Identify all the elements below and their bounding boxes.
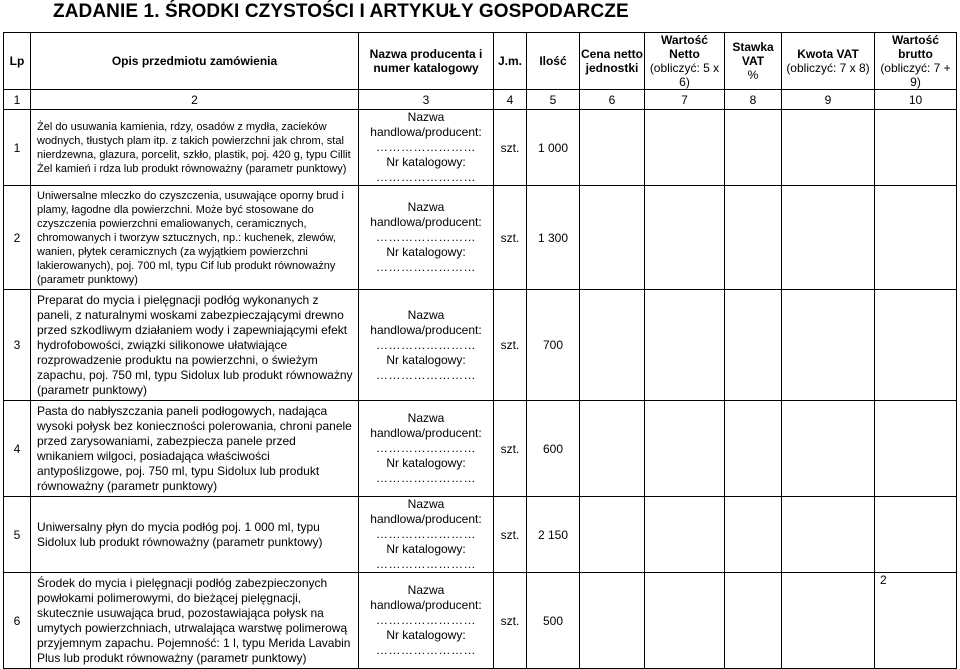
- vat-amount-cell[interactable]: [782, 290, 875, 401]
- producer-label-trade: handlowa/producent:: [370, 322, 482, 337]
- catalog-label: Nr katalogowy:: [386, 628, 466, 642]
- header-cell: Lp: [4, 33, 31, 90]
- producer-label-trade: handlowa/producent:: [370, 125, 482, 139]
- producer-label-trade: handlowa/producent:: [370, 215, 482, 229]
- header-cell: Wartość Netto (obliczyć: 5 x 6): [645, 33, 725, 90]
- unit-cell: szt.: [494, 401, 527, 497]
- producer-field: [359, 110, 494, 186]
- row-number: 5: [4, 497, 31, 573]
- item-description: Uniwersalne mleczko do czyszczenia, usuwające oporny brud i plamy, łagodne dla powierzchni. Może być stosowane do czyszczenia powierzchni emaliowanych, ceramicznych, chromowanych i tworzyw sztucznych, np.: kuchenek, zlewów, wanien, płytek ceramicznych (za wyjątkiem powierzchni lakierowanych), poj. 700 ml, typu Cif lub produkt równoważny (parametr punktowy): [31, 186, 359, 290]
- producer-field: [359, 290, 494, 401]
- producer-dots[interactable]: ……………………: [376, 140, 476, 154]
- column-number-row: [4, 90, 957, 110]
- specification-table: [3, 32, 957, 669]
- net-value-cell[interactable]: [645, 290, 725, 401]
- producer-label-name: Nazwa: [407, 307, 445, 322]
- unit-net-price-cell[interactable]: [580, 497, 645, 573]
- unit-net-price-cell[interactable]: [580, 290, 645, 401]
- quantity-cell: 1 300: [527, 186, 580, 290]
- producer-label-trade: handlowa/producent:: [370, 512, 482, 526]
- net-value-cell[interactable]: [645, 186, 725, 290]
- vat-amount-cell[interactable]: [782, 497, 875, 573]
- table-row: [4, 110, 957, 186]
- header-cell: J.m.: [494, 33, 527, 90]
- producer-label-trade: handlowa/producent:: [370, 598, 482, 612]
- unit-cell: szt.: [494, 186, 527, 290]
- vat-amount-cell[interactable]: [782, 186, 875, 290]
- producer-label-name: Nazwa: [407, 411, 445, 425]
- catalog-label: Nr katalogowy:: [386, 456, 466, 470]
- quantity-cell: 1 000: [527, 110, 580, 186]
- page-number: 2: [880, 573, 887, 587]
- header-cell: Kwota VAT (obliczyć: 7 x 8): [782, 33, 875, 90]
- unit-net-price-cell[interactable]: [580, 186, 645, 290]
- unit-net-price-cell[interactable]: [580, 401, 645, 497]
- document-title: ZADANIE 1. ŚRODKI CZYSTOŚCI I ARTYKUŁY GOSPODARCZE: [53, 1, 629, 22]
- unit-cell: szt.: [494, 290, 527, 401]
- row-number: 3: [4, 290, 31, 401]
- producer-dots[interactable]: ……………………: [376, 230, 476, 244]
- column-number: 4: [494, 90, 527, 110]
- catalog-dots[interactable]: ……………………: [376, 170, 476, 184]
- gross-value-cell[interactable]: [875, 497, 957, 573]
- catalog-dots[interactable]: ……………………: [376, 260, 476, 274]
- gross-value-cell[interactable]: [875, 110, 957, 186]
- producer-field: [359, 186, 494, 290]
- column-number: 7: [645, 90, 725, 110]
- vat-amount-cell[interactable]: [782, 110, 875, 186]
- producer-dots[interactable]: ……………………: [376, 441, 476, 455]
- gross-value-cell[interactable]: [875, 401, 957, 497]
- quantity-cell: 500: [527, 573, 580, 669]
- table-row: [4, 290, 957, 401]
- column-number: 2: [31, 90, 359, 110]
- vat-rate-cell[interactable]: [725, 497, 782, 573]
- row-number: 4: [4, 401, 31, 497]
- header-cell: Wartość brutto (obliczyć: 7 + 9): [875, 33, 957, 90]
- item-description: Środek do mycia i pielęgnacji podłóg zabezpieczonych powłokami polimerowymi, do bieżącej pielęgnacji, skutecznie usuwająca brud, pozostawiająca połysk na umytych powierzchniach, utrwalająca warstwę polimerową przyjemnym zapachu. Pojemność: 1 l, typu Merida Lavabin Plus lub produkt równoważny (parametr punktowy): [31, 573, 359, 669]
- vat-rate-cell[interactable]: [725, 290, 782, 401]
- unit-cell: szt.: [494, 573, 527, 669]
- header-cell: Nazwa producenta i numer katalogowy: [359, 33, 494, 90]
- item-description: Pasta do nabłyszczania paneli podłogowych, nadająca wysoki połysk bez konieczności polerowania, chroni panele przed zarysowaniami, zabezpiecza panele przed wnikaniem wilgoci, posiadająca właściwości antypoślizgowe, poj. 750 ml, typu Sidolux lub produkt równoważny (parametr punktowy): [31, 401, 359, 497]
- item-description: Żel do usuwania kamienia, rdzy, osadów z mydła, zacieków wodnych, tłustych plam itp. z takich powierzchni jak chrom, stal nierdzewna, glazura, porcelit, szkło, plastik, poj. 420 g, typu Cillit Żel kamień i rdza lub produkt równoważny (parametr punktowy): [31, 110, 359, 186]
- row-number: 6: [4, 573, 31, 669]
- catalog-dots[interactable]: ……………………: [376, 643, 476, 657]
- producer-label-name: Nazwa: [407, 110, 445, 124]
- unit-net-price-cell[interactable]: [580, 110, 645, 186]
- column-number: 9: [782, 90, 875, 110]
- producer-label-name: Nazwa: [407, 497, 445, 511]
- column-number: 6: [580, 90, 645, 110]
- column-number: 1: [4, 90, 31, 110]
- table-row: [4, 186, 957, 290]
- catalog-label: Nr katalogowy:: [386, 352, 466, 367]
- producer-field: [359, 401, 494, 497]
- row-number: 1: [4, 110, 31, 186]
- gross-value-cell[interactable]: [875, 290, 957, 401]
- item-description: Preparat do mycia i pielęgnacji podłóg wykonanych z paneli, z naturalnymi woskami zabezpieczającymi drewno przed szkodliwym działaniem wody i zapewniającymi efekt hydrofobowości, związki silikonowe ułatwiające rozprowadzenie produktu na powierzchni, o świeżym zapachu, poj. 750 ml, typu Sidolux lub produkt równoważny (parametr punktowy): [31, 290, 359, 401]
- catalog-dots[interactable]: ……………………: [376, 471, 476, 485]
- producer-label-name: Nazwa: [407, 200, 445, 214]
- quantity-cell: 2 150: [527, 497, 580, 573]
- table-row: [4, 497, 957, 573]
- net-value-cell[interactable]: [645, 110, 725, 186]
- quantity-cell: 600: [527, 401, 580, 497]
- producer-label-name: Nazwa: [407, 583, 445, 597]
- header-cell: Ilość: [527, 33, 580, 90]
- producer-dots[interactable]: ……………………: [376, 613, 476, 627]
- catalog-dots[interactable]: ……………………: [376, 367, 476, 382]
- column-number: 5: [527, 90, 580, 110]
- unit-cell: szt.: [494, 497, 527, 573]
- producer-dots[interactable]: ……………………: [376, 527, 476, 541]
- column-number: 3: [359, 90, 494, 110]
- vat-amount-cell[interactable]: [782, 401, 875, 497]
- vat-rate-cell[interactable]: [725, 401, 782, 497]
- column-number: 10: [875, 90, 957, 110]
- net-value-cell[interactable]: [645, 497, 725, 573]
- row-number: 2: [4, 186, 31, 290]
- catalog-label: Nr katalogowy:: [386, 245, 466, 259]
- quantity-cell: 700: [527, 290, 580, 401]
- vat-rate-cell[interactable]: [725, 186, 782, 290]
- catalog-label: Nr katalogowy:: [386, 155, 466, 169]
- producer-dots[interactable]: ……………………: [376, 337, 476, 352]
- unit-cell: szt.: [494, 110, 527, 186]
- header-row: [4, 33, 957, 90]
- producer-label-trade: handlowa/producent:: [370, 426, 482, 440]
- header-cell: Stawka VAT %: [725, 33, 782, 90]
- item-description: Uniwersalny płyn do mycia podłóg poj. 1 000 ml, typu Sidolux lub produkt równoważny (parametr punktowy): [31, 497, 359, 573]
- header-cell: Opis przedmiotu zamówienia: [31, 33, 359, 90]
- catalog-label: Nr katalogowy:: [386, 542, 466, 556]
- catalog-dots[interactable]: ……………………: [376, 557, 476, 571]
- producer-field: [359, 497, 494, 573]
- table-row: [4, 401, 957, 497]
- header-cell: Cena netto jednostki: [580, 33, 645, 90]
- gross-value-cell[interactable]: [875, 186, 957, 290]
- vat-rate-cell[interactable]: [725, 110, 782, 186]
- column-number: 8: [725, 90, 782, 110]
- net-value-cell[interactable]: [645, 401, 725, 497]
